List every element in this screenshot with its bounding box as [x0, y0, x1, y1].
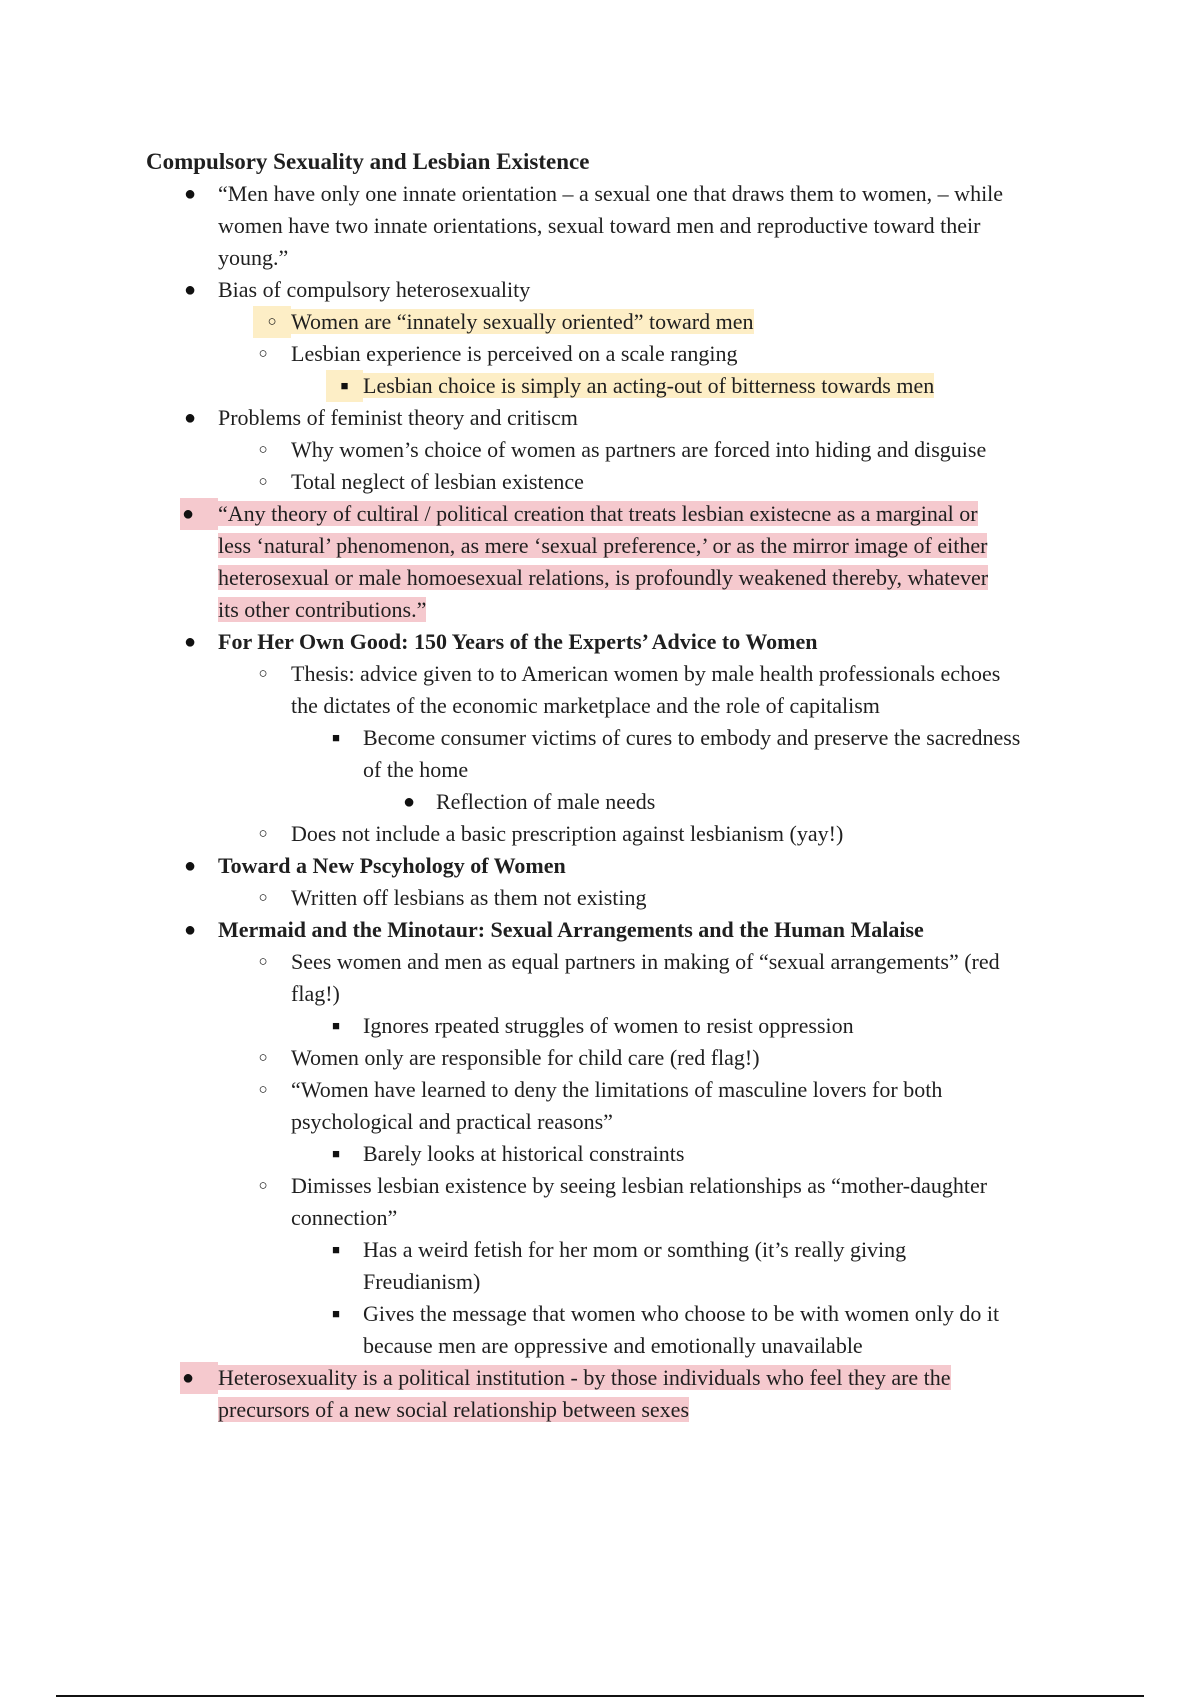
list-item-continuation — [0, 1266, 1200, 1298]
list-item-text: young.” — [218, 245, 289, 270]
list-item-text: Ignores rpeated struggles of women to resist oppression — [363, 1013, 854, 1038]
document-title: Compulsory Sexuality and Lesbian Existence — [146, 149, 590, 174]
list-item — [0, 274, 1200, 306]
list-item-text: Barely looks at historical constraints — [363, 1141, 685, 1166]
list-item-text: Reflection of male needs — [436, 789, 656, 814]
disc-bullet-icon: ● — [183, 919, 197, 941]
list-item-text: the dictates of the economic marketplace and the role of capitalism — [291, 693, 880, 718]
list-item-text: precursors of a new social relationship between sexes — [218, 1397, 690, 1422]
list-item-text: its other contributions.” — [218, 597, 427, 622]
list-item — [0, 1010, 1200, 1042]
list-item-text: Become consumer victims of cures to embody and preserve the sacredness — [363, 725, 1021, 750]
list-item-text: Toward a New Pscyhology of Women — [218, 853, 566, 878]
disc-bullet-icon: ● — [183, 855, 197, 877]
list-item-highlighted — [0, 498, 1200, 530]
list-item-highlighted — [0, 1362, 1200, 1394]
circle-bullet-icon: ○ — [258, 346, 268, 362]
disc-bullet-icon: ● — [402, 791, 416, 813]
list-item — [0, 466, 1200, 498]
list-item-text: Bias of compulsory heterosexuality — [218, 277, 531, 302]
list-item-highlighted — [0, 306, 1200, 338]
list-item-continuation — [0, 210, 1200, 242]
notes-list — [0, 178, 1200, 1426]
list-item — [0, 1138, 1200, 1170]
list-item-text: Women only are responsible for child care (red flag!) — [291, 1045, 760, 1070]
list-item-continuation — [0, 690, 1200, 722]
list-item-highlighted — [0, 370, 1200, 402]
list-item — [0, 1234, 1200, 1266]
circle-bullet-icon: ○ — [258, 890, 268, 906]
circle-bullet-icon: ○ — [258, 666, 268, 682]
square-bullet-icon: ■ — [332, 1018, 340, 1033]
page-bottom-rule — [56, 1695, 1144, 1697]
list-item-text: Freudianism) — [363, 1269, 481, 1294]
circle-bullet-icon: ○ — [253, 306, 291, 338]
circle-bullet-icon: ○ — [258, 954, 268, 970]
list-item-text: Sees women and men as equal partners in making of “sexual arrangements” (red — [291, 949, 1000, 974]
list-item-text: Why women’s choice of women as partners are forced into hiding and disguise — [291, 437, 987, 462]
list-item-text: “Men have only one innate orientation – a sexual one that draws them to women, – while — [218, 181, 1004, 206]
circle-bullet-icon: ○ — [258, 474, 268, 490]
list-item-text: Women are “innately sexually oriented” toward men — [291, 309, 754, 334]
list-item-text: Has a weird fetish for her mom or somthing (it’s really giving — [363, 1237, 907, 1262]
list-item-text: Total neglect of lesbian existence — [291, 469, 584, 494]
list-item-text: Mermaid and the Minotaur: Sexual Arrangements and the Human Malaise — [218, 917, 924, 942]
list-item-continuation — [0, 242, 1200, 274]
list-item — [0, 1074, 1200, 1106]
square-bullet-icon: ■ — [332, 730, 340, 745]
list-item — [0, 946, 1200, 978]
list-item-text: Lesbian choice is simply an acting-out of bitterness towards men — [363, 373, 935, 398]
square-bullet-icon: ■ — [326, 370, 363, 402]
list-item-continuation — [0, 1330, 1200, 1362]
disc-bullet-icon: ● — [183, 631, 197, 653]
circle-bullet-icon: ○ — [258, 1178, 268, 1194]
list-item-text: because men are oppressive and emotionally unavailable — [363, 1333, 863, 1358]
square-bullet-icon: ■ — [332, 1306, 340, 1321]
circle-bullet-icon: ○ — [258, 1082, 268, 1098]
list-item — [0, 1170, 1200, 1202]
list-item — [0, 434, 1200, 466]
square-bullet-icon: ■ — [332, 1146, 340, 1161]
list-item — [0, 338, 1200, 370]
list-item-text: women have two innate orientations, sexual toward men and reproductive toward their — [218, 213, 981, 238]
list-item-continuation — [0, 594, 1200, 626]
circle-bullet-icon: ○ — [258, 1050, 268, 1066]
list-item-continuation — [0, 562, 1200, 594]
list-item-text: Heterosexuality is a political institution - by those individuals who feel they are the — [218, 1365, 951, 1390]
list-item-continuation — [0, 754, 1200, 786]
list-item-text: “Any theory of cultiral / political creation that treats lesbian existecne as a marginal or — [218, 501, 978, 526]
list-item-continuation — [0, 978, 1200, 1010]
list-item — [0, 1298, 1200, 1330]
list-item-text: Written off lesbians as them not existing — [291, 885, 647, 910]
list-item-text: Lesbian experience is perceived on a scale ranging — [291, 341, 738, 366]
list-item-text: less ‘natural’ phenomenon, as mere ‘sexual preference,’ or as the mirror image of either — [218, 533, 988, 558]
list-item-text: For Her Own Good: 150 Years of the Experts’ Advice to Women — [218, 629, 818, 654]
list-item-text: Gives the message that women who choose to be with women only do it — [363, 1301, 1000, 1326]
list-item-text: Thesis: advice given to to American women by male health professionals echoes — [291, 661, 1001, 686]
disc-bullet-icon: ● — [183, 279, 197, 301]
list-item-text: Does not include a basic prescription against lesbianism (yay!) — [291, 821, 844, 846]
list-item — [0, 178, 1200, 210]
list-item — [0, 850, 1200, 882]
list-item — [0, 658, 1200, 690]
list-item-continuation — [0, 1202, 1200, 1234]
circle-bullet-icon: ○ — [258, 442, 268, 458]
circle-bullet-icon: ○ — [258, 826, 268, 842]
list-item — [0, 786, 1200, 818]
list-item — [0, 722, 1200, 754]
list-item-text: psychological and practical reasons” — [291, 1109, 613, 1134]
list-item-continuation — [0, 530, 1200, 562]
list-item-text: flag!) — [291, 981, 340, 1006]
list-item-continuation — [0, 1394, 1200, 1426]
list-item — [0, 882, 1200, 914]
list-item-text: Problems of feminist theory and critiscm — [218, 405, 578, 430]
list-item — [0, 1042, 1200, 1074]
disc-bullet-icon: ● — [180, 498, 218, 530]
list-item — [0, 914, 1200, 946]
disc-bullet-icon: ● — [183, 407, 197, 429]
disc-bullet-icon: ● — [180, 1362, 218, 1394]
list-item — [0, 402, 1200, 434]
list-item-continuation — [0, 1106, 1200, 1138]
list-item-text: connection” — [291, 1205, 398, 1230]
list-item — [0, 626, 1200, 658]
square-bullet-icon: ■ — [332, 1242, 340, 1257]
list-item-text: of the home — [363, 757, 469, 782]
disc-bullet-icon: ● — [183, 183, 197, 205]
list-item-text: “Women have learned to deny the limitations of masculine lovers for both — [291, 1077, 943, 1102]
list-item — [0, 818, 1200, 850]
list-item-text: heterosexual or male homoesexual relations, is profoundly weakened thereby, whatever — [218, 565, 989, 590]
list-item-text: Dimisses lesbian existence by seeing lesbian relationships as “mother-daughter — [291, 1173, 988, 1198]
